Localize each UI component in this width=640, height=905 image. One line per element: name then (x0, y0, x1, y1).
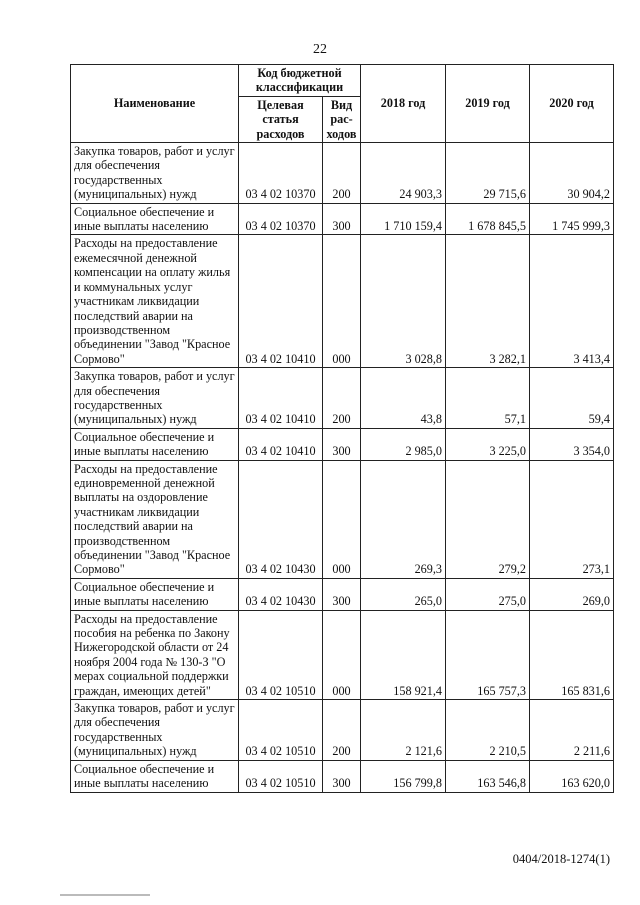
cell-y2018: 156 799,8 (361, 760, 446, 792)
table-row (71, 760, 614, 792)
cell-y2019: 165 757,3 (446, 610, 530, 699)
cell-y2020: 1 745 999,3 (530, 203, 614, 235)
cell-y2019: 57,1 (446, 368, 530, 429)
cell-code: 03 4 02 10410 (239, 428, 323, 460)
cell-y2020: 269,0 (530, 578, 614, 610)
cell-y2019: 163 546,8 (446, 760, 530, 792)
cell-kind: 300 (323, 578, 361, 610)
cell-kind: 200 (323, 700, 361, 761)
cell-y2020: 3 413,4 (530, 235, 614, 368)
cell-y2020: 273,1 (530, 460, 614, 578)
table-row (71, 460, 614, 578)
cell-code: 03 4 02 10370 (239, 143, 323, 204)
cell-code: 03 4 02 10510 (239, 760, 323, 792)
cell-code: 03 4 02 10510 (239, 610, 323, 699)
footer-rule (60, 894, 150, 896)
document-code: 0404/2018-1274(1) (512, 852, 610, 866)
cell-kind: 000 (323, 235, 361, 368)
cell-y2020: 30 904,2 (530, 143, 614, 204)
cell-y2018: 269,3 (361, 460, 446, 578)
cell-name: Социальное обеспечение и иные выплаты населению (71, 428, 239, 460)
cell-y2020: 59,4 (530, 368, 614, 429)
cell-code: 03 4 02 10410 (239, 235, 323, 368)
table-row (71, 700, 614, 761)
table-row (71, 235, 614, 368)
header-target: Целевая статья расходов (239, 96, 323, 142)
cell-kind: 200 (323, 368, 361, 429)
budget-table (70, 64, 614, 793)
cell-y2018: 2 121,6 (361, 700, 446, 761)
cell-kind: 000 (323, 460, 361, 578)
cell-kind: 300 (323, 760, 361, 792)
table-row (71, 578, 614, 610)
header-kind: Вид рас-ходов (323, 96, 361, 142)
table-row (71, 143, 614, 204)
cell-y2019: 29 715,6 (446, 143, 530, 204)
cell-kind: 300 (323, 203, 361, 235)
header-2019: 2019 год (446, 65, 530, 143)
cell-y2019: 275,0 (446, 578, 530, 610)
cell-name: Социальное обеспечение и иные выплаты населению (71, 578, 239, 610)
cell-y2020: 2 211,6 (530, 700, 614, 761)
cell-kind: 000 (323, 610, 361, 699)
cell-name: Закупка товаров, работ и услуг для обеспечения государственных (муниципальных) нужд (71, 143, 239, 204)
cell-y2020: 163 620,0 (530, 760, 614, 792)
cell-code: 03 4 02 10510 (239, 700, 323, 761)
cell-y2019: 3 225,0 (446, 428, 530, 460)
cell-name: Расходы на предоставление единовременной денежной выплаты на оздоровление участникам ликвидации последствий аварии на производственном объединении "Завод "Красное Сормово" (71, 460, 239, 578)
cell-y2018: 24 903,3 (361, 143, 446, 204)
header-row (71, 65, 614, 97)
header-2020: 2020 год (530, 65, 614, 143)
cell-kind: 200 (323, 143, 361, 204)
cell-name: Социальное обеспечение и иные выплаты населению (71, 760, 239, 792)
table-row (71, 368, 614, 429)
page-number: 22 (313, 42, 327, 57)
header-code-group: Код бюджетной классификации (239, 65, 361, 97)
cell-y2019: 1 678 845,5 (446, 203, 530, 235)
cell-y2019: 2 210,5 (446, 700, 530, 761)
cell-name: Закупка товаров, работ и услуг для обеспечения государственных (муниципальных) нужд (71, 368, 239, 429)
cell-code: 03 4 02 10430 (239, 578, 323, 610)
cell-name: Расходы на предоставление пособия на ребенка по Закону Нижегородской области от 24 ноября 2004 года № 130-З "О мерах социальной поддержки граждан, имеющих детей" (71, 610, 239, 699)
cell-y2019: 3 282,1 (446, 235, 530, 368)
cell-kind: 300 (323, 428, 361, 460)
table-row (71, 203, 614, 235)
table-row (71, 610, 614, 699)
cell-y2018: 265,0 (361, 578, 446, 610)
cell-name: Социальное обеспечение и иные выплаты населению (71, 203, 239, 235)
header-name: Наименование (71, 65, 239, 143)
table-row (71, 428, 614, 460)
cell-code: 03 4 02 10430 (239, 460, 323, 578)
table-body (71, 143, 614, 792)
cell-y2018: 1 710 159,4 (361, 203, 446, 235)
header-2018: 2018 год (361, 65, 446, 143)
cell-name: Закупка товаров, работ и услуг для обеспечения государственных (муниципальных) нужд (71, 700, 239, 761)
cell-code: 03 4 02 10410 (239, 368, 323, 429)
cell-y2018: 3 028,8 (361, 235, 446, 368)
cell-code: 03 4 02 10370 (239, 203, 323, 235)
cell-y2018: 158 921,4 (361, 610, 446, 699)
cell-y2019: 279,2 (446, 460, 530, 578)
cell-name: Расходы на предоставление ежемесячной денежной компенсации на оплату жилья и коммунальных услуг участникам ликвидации последствий аварии на производственном объединении "Завод "Красное Сормово" (71, 235, 239, 368)
cell-y2018: 43,8 (361, 368, 446, 429)
cell-y2018: 2 985,0 (361, 428, 446, 460)
cell-y2020: 3 354,0 (530, 428, 614, 460)
cell-y2020: 165 831,6 (530, 610, 614, 699)
